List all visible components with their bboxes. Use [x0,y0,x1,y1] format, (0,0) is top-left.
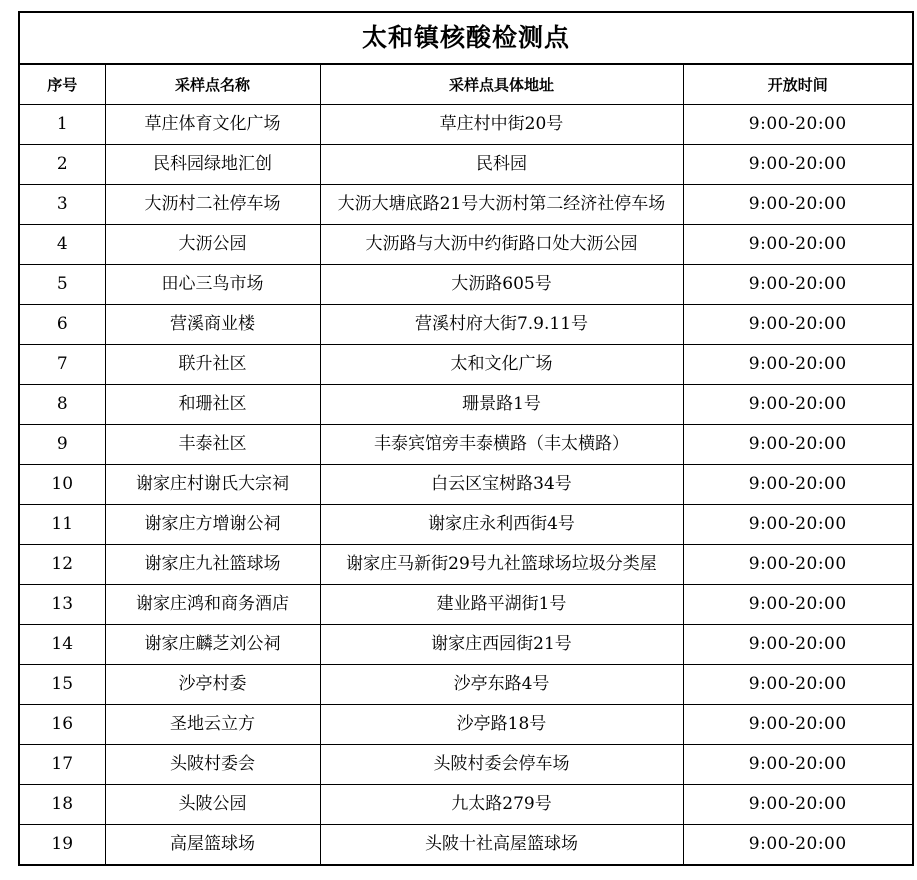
cell-hours: 9:00-20:00 [683,185,912,225]
table-row [20,785,912,825]
cell-name: 圣地云立方 [105,705,320,745]
cell-index: 4 [20,225,105,265]
cell-address: 大沥路与大沥中约街路口处大沥公园 [320,225,683,265]
table-body [20,105,912,865]
cell-name: 谢家庄九社篮球场 [105,545,320,585]
header-name: 采样点名称 [105,65,320,105]
testing-sites-sheet [18,11,914,866]
cell-name: 营溪商业楼 [105,305,320,345]
table-row [20,465,912,505]
header-index: 序号 [20,65,105,105]
cell-index: 15 [20,665,105,705]
cell-index: 12 [20,545,105,585]
cell-index: 8 [20,385,105,425]
cell-hours: 9:00-20:00 [683,145,912,185]
header-hours: 开放时间 [683,65,912,105]
cell-address: 白云区宝树路34号 [320,465,683,505]
cell-name: 和珊社区 [105,385,320,425]
table-row [20,185,912,225]
table-row [20,345,912,385]
cell-hours: 9:00-20:00 [683,825,912,865]
cell-name: 大沥公园 [105,225,320,265]
cell-name: 头陂公园 [105,785,320,825]
cell-index: 6 [20,305,105,345]
header-address: 采样点具体地址 [320,65,683,105]
table-row [20,545,912,585]
table-row [20,305,912,345]
cell-name: 丰泰社区 [105,425,320,465]
cell-address: 谢家庄马新街29号九社篮球场垃圾分类屋 [320,545,683,585]
cell-index: 9 [20,425,105,465]
table-row [20,825,912,865]
cell-hours: 9:00-20:00 [683,665,912,705]
cell-hours: 9:00-20:00 [683,225,912,265]
cell-hours: 9:00-20:00 [683,705,912,745]
cell-name: 谢家庄村谢氏大宗祠 [105,465,320,505]
table-row [20,105,912,145]
table-row [20,665,912,705]
cell-index: 2 [20,145,105,185]
header-row [20,65,912,105]
cell-address: 建业路平湖街1号 [320,585,683,625]
cell-hours: 9:00-20:00 [683,785,912,825]
cell-address: 沙亭东路4号 [320,665,683,705]
cell-index: 19 [20,825,105,865]
cell-index: 17 [20,745,105,785]
cell-address: 民科园 [320,145,683,185]
cell-hours: 9:00-20:00 [683,265,912,305]
cell-index: 13 [20,585,105,625]
cell-name: 谢家庄鸿和商务酒店 [105,585,320,625]
cell-address: 大沥大塘底路21号大沥村第二经济社停车场 [320,185,683,225]
cell-name: 草庄体育文化广场 [105,105,320,145]
cell-index: 3 [20,185,105,225]
cell-address: 大沥路605号 [320,265,683,305]
cell-name: 谢家庄麟芝刘公祠 [105,625,320,665]
cell-address: 头陂村委会停车场 [320,745,683,785]
cell-address: 谢家庄永利西街4号 [320,505,683,545]
cell-index: 16 [20,705,105,745]
testing-sites-table [20,65,912,864]
table-row [20,265,912,305]
cell-hours: 9:00-20:00 [683,385,912,425]
table-row [20,505,912,545]
cell-hours: 9:00-20:00 [683,345,912,385]
cell-address: 头陂十社高屋篮球场 [320,825,683,865]
cell-hours: 9:00-20:00 [683,425,912,465]
cell-address: 营溪村府大街7.9.11号 [320,305,683,345]
cell-index: 14 [20,625,105,665]
cell-name: 大沥村二社停车场 [105,185,320,225]
cell-hours: 9:00-20:00 [683,745,912,785]
cell-index: 18 [20,785,105,825]
table-row [20,385,912,425]
cell-index: 1 [20,105,105,145]
cell-address: 丰泰宾馆旁丰泰横路（丰太横路） [320,425,683,465]
cell-name: 田心三鸟市场 [105,265,320,305]
cell-name: 民科园绿地汇创 [105,145,320,185]
cell-address: 九太路279号 [320,785,683,825]
cell-name: 头陂村委会 [105,745,320,785]
cell-hours: 9:00-20:00 [683,105,912,145]
cell-name: 谢家庄方增谢公祠 [105,505,320,545]
cell-hours: 9:00-20:00 [683,625,912,665]
cell-address: 太和文化广场 [320,345,683,385]
table-row [20,585,912,625]
table-row [20,145,912,185]
cell-hours: 9:00-20:00 [683,505,912,545]
cell-index: 10 [20,465,105,505]
cell-address: 珊景路1号 [320,385,683,425]
cell-address: 谢家庄西园街21号 [320,625,683,665]
table-row [20,705,912,745]
table-row [20,425,912,465]
sheet-title: 太和镇核酸检测点 [20,13,912,65]
cell-index: 11 [20,505,105,545]
cell-hours: 9:00-20:00 [683,305,912,345]
cell-address: 沙亭路18号 [320,705,683,745]
table-row [20,745,912,785]
cell-index: 5 [20,265,105,305]
cell-name: 沙亭村委 [105,665,320,705]
cell-hours: 9:00-20:00 [683,545,912,585]
cell-index: 7 [20,345,105,385]
cell-address: 草庄村中街20号 [320,105,683,145]
cell-name: 高屋篮球场 [105,825,320,865]
cell-hours: 9:00-20:00 [683,465,912,505]
cell-hours: 9:00-20:00 [683,585,912,625]
cell-name: 联升社区 [105,345,320,385]
table-row [20,225,912,265]
table-row [20,625,912,665]
